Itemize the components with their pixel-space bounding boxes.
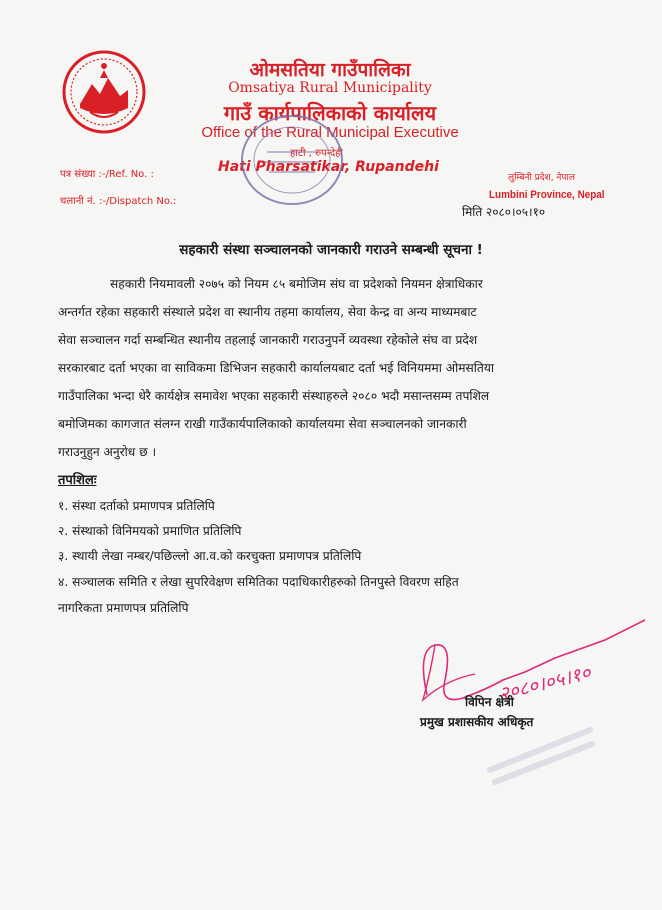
body-line: बमोजिमका कागजात संलग्न राखी गाउँकार्यपालिकाको कार्यालयमा सेवा सञ्चालनको जानकारी: [58, 417, 467, 431]
ref-number-label: पत्र संख्या :-/Ref. No. :: [60, 169, 154, 180]
province-en: Lumbini Province, Nepal: [489, 189, 605, 201]
details-item: नागरिकता प्रमाणपत्र प्रतिलिपि: [58, 601, 189, 615]
body-line: सरकारबाट दर्ता भएका वा साविकमा डिभिजन सहकारी कार्यालयबाट दर्ता भई विनियममा ओमसतिया: [58, 361, 495, 375]
municipality-name-ne: ओमसतिया गाउँपालिका: [249, 59, 411, 81]
letter-date: मिति २०८०।०५।१०: [462, 205, 546, 219]
office-name-en: Office of the Rural Municipal Executive: [201, 124, 459, 141]
office-name-ne: गाउँ कार्यपालिकाको कार्यालय: [223, 101, 437, 125]
designation-stamp: [480, 720, 600, 790]
municipality-name-en: Omsatiya Rural Municipality: [228, 80, 432, 96]
details-item: १. संस्था दर्ताको प्रमाणपत्र प्रतिलिपि: [58, 499, 215, 513]
details-item: २. संस्थाको विनिमयको प्रमाणित प्रतिलिपि: [58, 524, 242, 538]
body-line: गाउँपालिका भन्दा धेरै कार्यक्षेत्र समावेश भएका सहकारी संस्थाहरुले २०८० भदौ मसान्तसम्म तपशिल: [58, 389, 490, 403]
body-line: अन्तर्गत रहेका सहकारी संस्थाले प्रदेश वा स्थानीय तहमा कार्यालय, सेवा केन्द्र वा अन्य माध्यमबाट: [58, 305, 477, 319]
signature-date: २०८०।०५।१०: [496, 661, 593, 706]
signatory-name: विपिन क्षेत्री: [465, 695, 514, 709]
details-item: ४. सञ्चालक समिति र लेखा सुपरिवेक्षण समितिका पदाधिकारीहरुको तिनपुस्ते विवरण सहित: [58, 575, 459, 589]
office-stamp: [237, 112, 347, 208]
body-line: सेवा सञ्चालन गर्दा सम्बन्धित स्थानीय तहलाई जानकारी गराउनुपर्ने व्यवस्था रहेकोले संघ वा प्रदेश: [58, 333, 478, 347]
details-title: तपशिलः: [58, 473, 97, 488]
body-line: गराउनुहुन अनुरोध छ ।: [58, 445, 157, 459]
notice-subject: सहकारी संस्था सञ्चालनको जानकारी गराउने सम्बन्धी सूचना !: [179, 242, 483, 258]
signatory-title: प्रमुख प्रशासकीय अधिकृत: [420, 715, 534, 729]
address-ne: हाटी , रुपन्देही: [290, 148, 344, 159]
province-ne: लुम्बिनी प्रदेश, नेपाल: [508, 173, 575, 183]
body-line: सहकारी नियमावली २०७५ को नियम ८५ बमोजिम संघ वा प्रदेशको नियमन क्षेत्राधिकार: [110, 277, 483, 291]
dispatch-number-label: चलानी नं. :-/Dispatch No.:: [60, 196, 177, 207]
details-item: ३. स्थायी लेखा नम्बर/पछिल्लो आ.व.को करचुक्ता प्रमाणपत्र प्रतिलिपि: [58, 549, 362, 563]
notice-body: [58, 270, 606, 466]
municipality-logo: [62, 50, 146, 134]
address-en: Hati Pharsatikar, Rupandehi: [218, 159, 439, 175]
